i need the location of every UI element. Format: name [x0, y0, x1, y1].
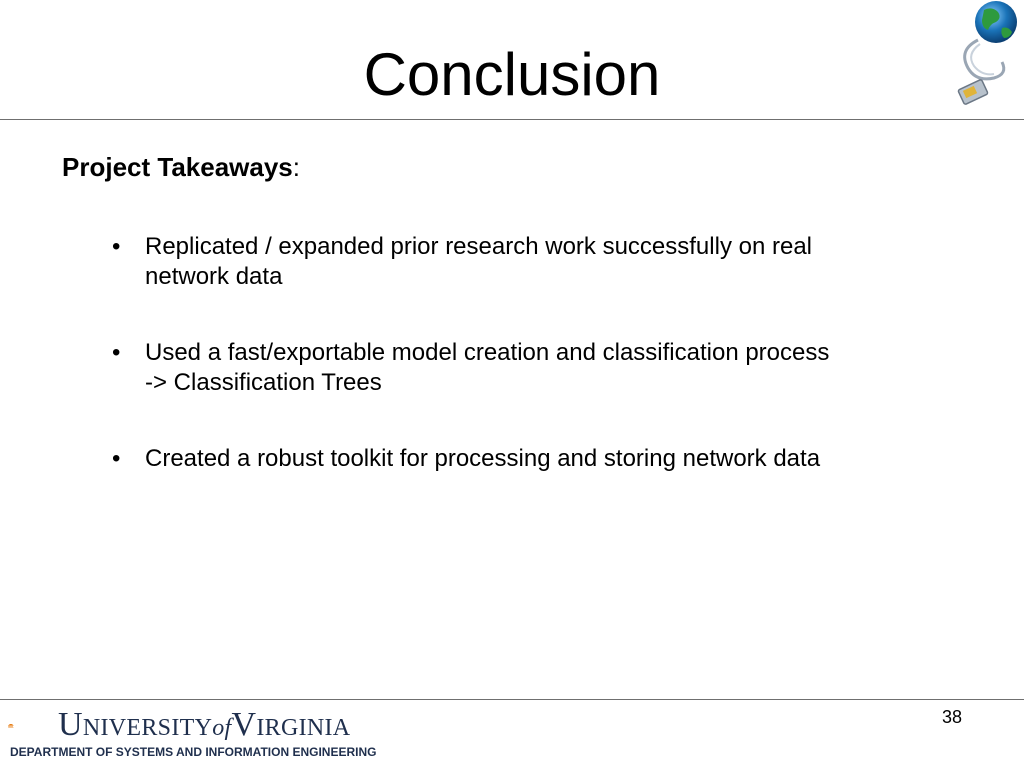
header-divider	[0, 119, 1024, 120]
bullet-marker: •	[112, 445, 121, 472]
bullet-item	[112, 338, 972, 398]
wordmark-virginia: IRGINIA	[256, 715, 351, 741]
bullet-text-line: Used a fast/exportable model creation and classification process	[145, 339, 830, 366]
bullet-text-line: Created a robust toolkit for processing and storing network data	[145, 445, 821, 472]
bullet-text-line: network data	[145, 263, 283, 290]
rotunda-icon	[8, 704, 58, 748]
department-name: DEPARTMENT OF SYSTEMS AND INFORMATION ENGINEERING	[10, 745, 377, 759]
bullet-text-line: -> Classification Trees	[145, 369, 382, 396]
slide-title: Conclusion	[363, 41, 661, 108]
subheading-label: Project Takeaways	[62, 152, 293, 182]
bullet-text-line: Replicated / expanded prior research work successfully on real	[145, 233, 812, 260]
wordmark-initial-u: U	[58, 706, 83, 743]
bullet-item	[112, 232, 972, 292]
bullet-item	[112, 444, 972, 474]
wordmark-of: of	[212, 715, 232, 741]
footer-divider	[0, 699, 1024, 700]
bullet-marker: •	[112, 339, 121, 366]
wordmark-university: NIVERSITY	[82, 715, 213, 741]
subheading-colon: :	[292, 152, 300, 182]
wordmark-initial-v: V	[231, 706, 257, 743]
page-number: 38	[941, 707, 962, 727]
section-subheading	[62, 150, 300, 184]
globe-with-network-cable-icon	[946, 0, 1024, 112]
bullet-list	[112, 232, 972, 474]
university-wordmark	[58, 707, 350, 746]
bullet-marker: •	[112, 233, 121, 260]
